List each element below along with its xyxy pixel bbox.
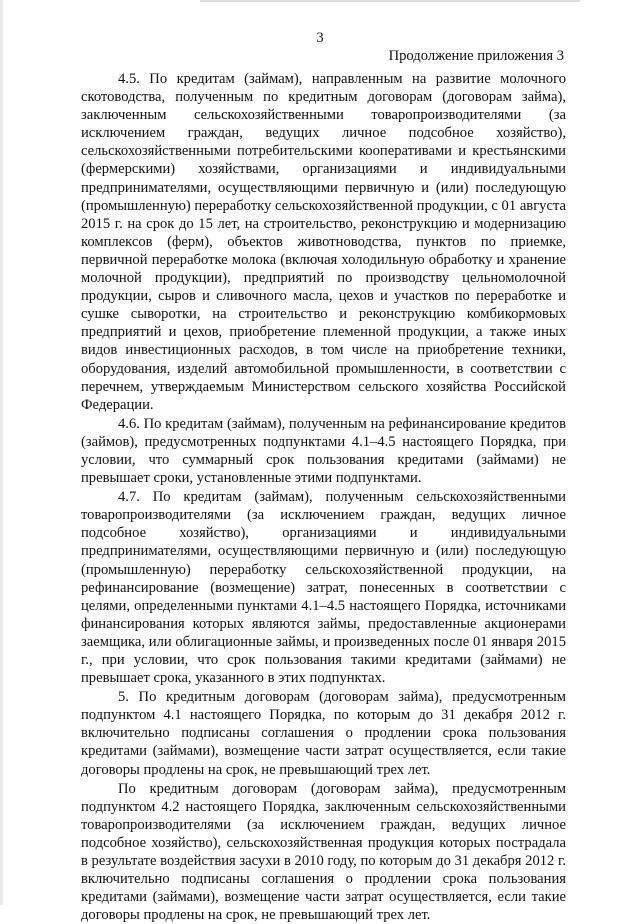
paragraph-5: 5. По кредитным договорам (договорам займа), предусмотренным подпунктом 4.1 настоящего Порядка, по которым до 31 декабря 2012 г. включительно подписаны соглашения о продлении срока пользования кредитами (займами), возмещение части затрат осуществляется, если такие договоры продлены на срок, не превышающий трех лет. bbox=[81, 689, 566, 778]
paragraph-4-6: 4.6. По кредитам (займам), полученным на рефинансирование кредитов (займов), предусмотренных подпунктами 4.1–4.5 настоящего Порядка, при условии, что суммарный срок пользования кредитами (займами) не превышает сроки, установленные этими подпунктами. bbox=[81, 415, 566, 487]
page-number: 3 bbox=[316, 30, 324, 46]
scan-edge bbox=[0, 0, 3, 905]
scan-edge bbox=[200, 0, 580, 2]
paragraph-4-5: 4.5. По кредитам (займам), направленным на развитие молочного скотоводства, полученным по кредитным договорам (договорам займа), заключенным сельскохозяйственными товаропроизводителями (за исключением граждан, ведущих личное подсобное хозяйство), сельскохозяйственными потребительскими кооперативами и крестьянскими (фермерскими) хозяйствами, организациями и индивидуальными предпринимателями, осуществляющими первичную и (или) последующую (промышленную) переработку сельскохозяйственной продукции, с 01 августа 2015 г. на срок до 15 лет, на строительство, реконструкцию и модернизацию комплексов (ферм), объектов животноводства, пунктов по приемке, первичной переработке молока (включая холодильную обработку и хранение молочной продукции), предприятий по производству цельномолочной продукции, сыров и сливочного масла, цехов и участков по переработке и сушке сыворотки, на строительство и реконструкцию комбикормовых предприятий и цехов, приобретение племенной продукции, а также иных видов инвестиционных расходов, в том числе на приобретение техники, оборудования, изделий автомобильной промышленности, в соответствии с перечнем, утверждаемым Министерством сельского хозяйства Российской Федерации. bbox=[81, 71, 566, 413]
appendix-continuation-label: Продолжение приложения 3 bbox=[388, 48, 564, 64]
document-body bbox=[81, 70, 566, 924]
paragraph-4-7: 4.7. По кредитам (займам), полученным сельскохозяйственными товаропроизводителями (за исключением граждан, ведущих личное подсобное хозяйство), организациями и индивидуальными предпринимателями, осуществляющими первичную и (или) последующую (промышленную) переработку сельскохозяйственной продукции, на рефинансирование (возмещение) затрат, понесенных в соответствии с целями, определенными пунктами 4.1–4.5 настоящего Порядка, источниками финансирования которых являются займы, предоставленные акционерами заемщика, или облигационные займы, и произведенных после 01 января 2015 г., при условии, что срок пользования такими кредитами (займами) не превышает срока, указанного в этих подпунктах. bbox=[81, 489, 566, 687]
paragraph-5-continued: По кредитным договорам (договорам займа), предусмотренным подпунктом 4.2 настоящего Порядка, заключенным сельскохозяйственными товаропроизводителями (за исключением граждан, ведущих личное подсобное хозяйство), сельскохозяйственная продукция которых пострадала в результате воздействия засухи в 2010 году, по которым до 31 декабря 2012 г. включительно подписаны соглашения о продлении срока пользования кредитами (займами), возмещение части затрат осуществляется, если такие договоры продлены на срок, не превышающий трех лет. bbox=[81, 780, 566, 924]
